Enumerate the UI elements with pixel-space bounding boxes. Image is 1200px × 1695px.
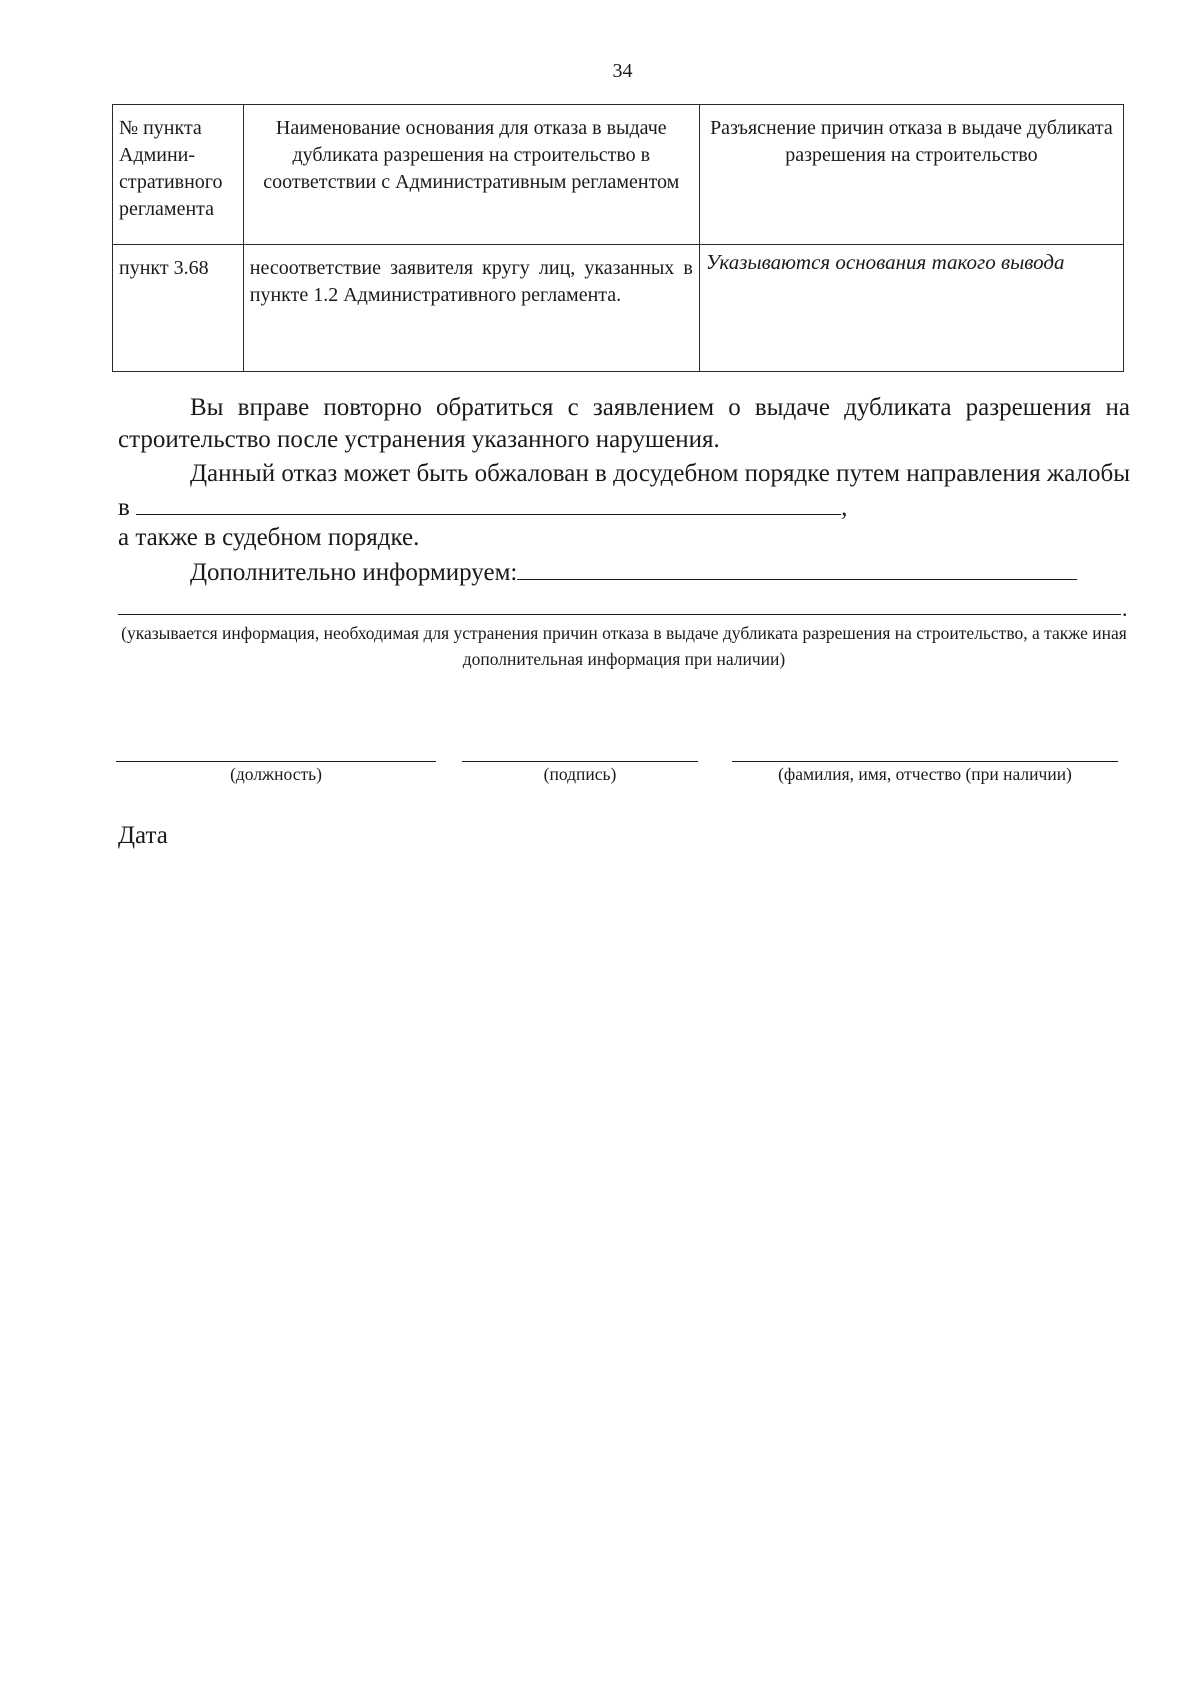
signature-caption: (подпись) (543, 764, 617, 784)
additional-info-label: Дополнительно информируем: (190, 559, 518, 586)
additional-info-period: . (1122, 596, 1128, 621)
reapply-paragraph: Вы вправе повторно обратиться с заявлением о выдаче дубликата разрешения на строительство после устранения указанного нарушения. (118, 394, 1130, 453)
appeal-comma: , (841, 494, 848, 521)
signature-line[interactable] (462, 761, 698, 762)
additional-info-field[interactable] (517, 555, 1077, 580)
table-row (113, 245, 1124, 372)
table-header-row (113, 105, 1124, 245)
appeal-recipient-field[interactable] (136, 490, 841, 515)
additional-info-paragraph (118, 555, 1130, 589)
position-caption: (должность) (230, 764, 322, 784)
full-name-line[interactable] (732, 761, 1118, 762)
additional-info-field-continued[interactable] (118, 614, 1121, 615)
cell-explanation: Указываются основания такого вывода (699, 245, 1123, 372)
header-ground-name: Наименование основания для отказа в выдаче дубликата разрешения на строительство в соответствии с Административным регламентом (243, 105, 699, 245)
cell-point: пункт 3.68 (113, 245, 244, 372)
full-name-caption: (фамилия, имя, отчество (при наличии) (778, 764, 1072, 784)
header-explanation: Разъяснение причин отказа в выдаче дубликата разрешения на строительство (699, 105, 1123, 245)
court-paragraph: а также в судебном порядке. (118, 524, 420, 551)
position-line[interactable] (116, 761, 436, 762)
appeal-paragraph (118, 458, 1130, 524)
additional-info-hint: (указывается информация, необходимая для устранения причин отказа в выдаче дубликата разрешения на строительство, а также иная дополнительная информация при наличии) (121, 623, 1127, 669)
header-point-number: № пункта Админи-стративного регламента (113, 105, 244, 245)
refusal-grounds-table (112, 104, 1124, 372)
cell-ground: несоответствие заявителя кругу лиц, указанных в пункте 1.2 Административного регламента. (243, 245, 699, 372)
date-label: Дата (118, 822, 168, 849)
appeal-lead-text: Данный отказ может быть обжалован в досудебном порядке путем направления жалобы в (118, 460, 1130, 521)
page-number: 34 (612, 60, 633, 82)
